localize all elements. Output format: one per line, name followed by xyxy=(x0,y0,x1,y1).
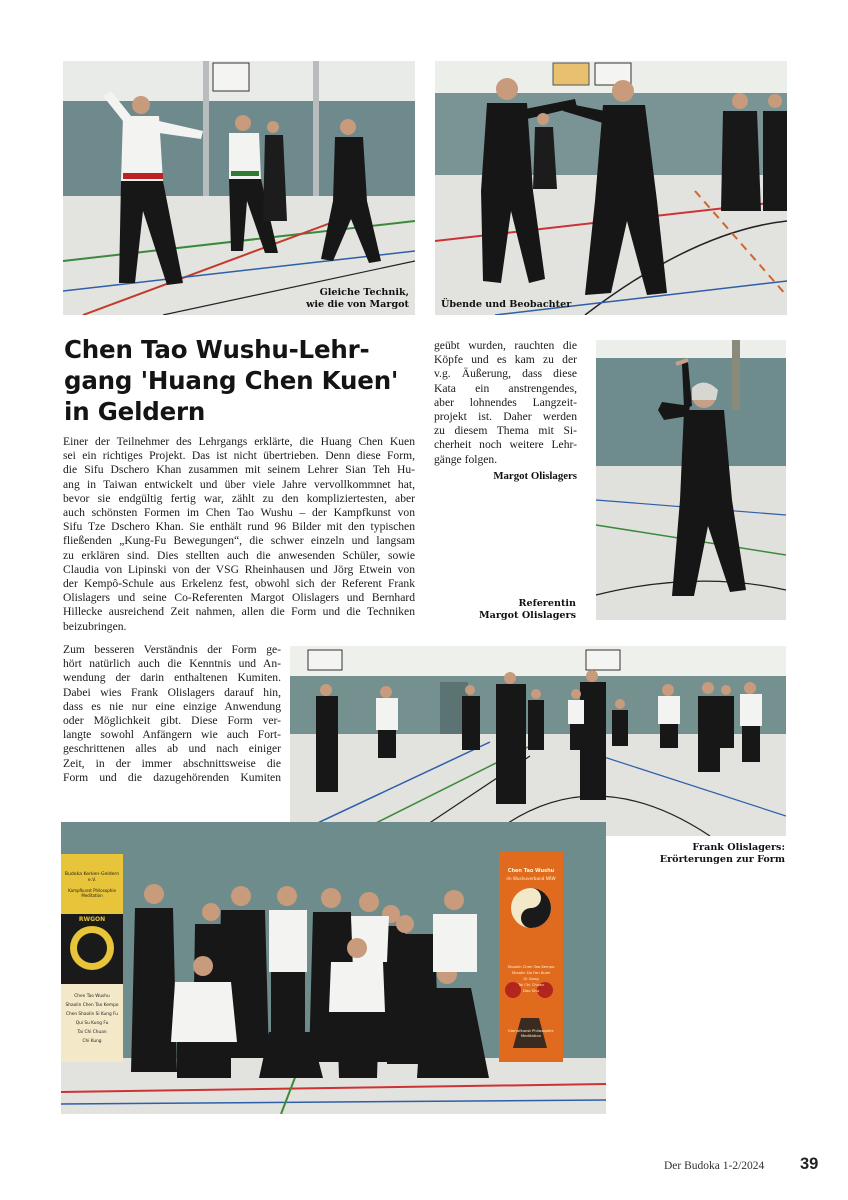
body-line: zu diesem Thema mit Si- xyxy=(434,424,577,438)
body-line: Dabei wies Frank Olislagers darauf hin, xyxy=(63,685,281,699)
right-banner xyxy=(499,852,563,1062)
photo-technique-demo xyxy=(63,61,415,315)
right-banner-sub: im Wushuverband NRW xyxy=(506,876,556,881)
body-line: v.g. Äußerung, dass diese xyxy=(434,367,577,381)
article-author: Margot Olislagers xyxy=(493,470,577,482)
body-line: Claudia von Lipinski von der VSG Rheinhausen und Jörg Etwein von xyxy=(63,562,415,576)
body-line: aber lohnendes Langzeit- xyxy=(434,395,577,409)
body-line: Einer der Teilnehmer des Lehrgangs erklärte, die Huang Chen Kuen xyxy=(63,435,415,448)
left-banner-item: Chen Tao Wushu xyxy=(74,994,110,999)
left-banner-brand: RWGON xyxy=(78,916,106,923)
photo-technique-demo-image xyxy=(63,61,415,315)
photo-instructor xyxy=(596,340,786,620)
article-title xyxy=(64,334,424,427)
body-line: cherheit noch weitere Lehr- xyxy=(434,438,577,452)
body-line: Hillecke ausreichend Zeit nahmen, allen die Form und die Techniken xyxy=(63,605,415,619)
photo-practitioners-observers xyxy=(435,61,787,315)
body-line: Zeit, in der immer abschnittsweise die xyxy=(63,756,281,770)
body-line: sei ein richtiges Projekt. Das ist nicht übertrieben. Denn diese Form, xyxy=(63,449,415,463)
body-line: Form und die dazugehörenden Kumiten xyxy=(63,770,281,784)
body-line: dass es nie nur eine einzige Anwendung xyxy=(63,699,281,713)
photo-instructor-image xyxy=(596,340,786,620)
body-line: die Sifu Dschero Khan zusammen mit seinem Lehrer Sian Teh Hu- xyxy=(63,463,415,477)
body-line: Kata ein anstrengendes, xyxy=(434,381,577,395)
body-line: fließenden „Kung-Fu Bewegungen“, die schwer einzeln und langsam xyxy=(63,534,415,548)
caption-line: Gleiche Technik, xyxy=(319,287,409,298)
body-line: ang in Taiwan entwickelt und über viele Jahre vervollkommnet hat, xyxy=(63,477,415,491)
left-banner-item: Qui Su Kung Fu xyxy=(75,1021,109,1026)
right-banner-item: Shaolin Da Fan Kuen xyxy=(511,970,551,975)
body-line: beizubringen. xyxy=(63,619,127,633)
body-line: bevor sie endgültig fertig war, zählt zu den kompliziertesten, aber xyxy=(63,491,415,505)
right-banner-item: Dao Shu xyxy=(522,988,539,993)
photo-form-discussion xyxy=(290,646,786,836)
body-line: auch schönsten Formen im Chen Tao Wushu – der Kampfkunst von xyxy=(63,506,415,520)
left-banner-sub: Kampfkunst Philosophie Meditation xyxy=(68,888,116,898)
left-banner-list xyxy=(61,992,123,1046)
caption-line: Erörterungen zur Form xyxy=(659,854,785,865)
right-banner-footer: Kampfkunst Philosophie Meditation xyxy=(508,1028,554,1038)
caption-line: Margot Olislagers xyxy=(479,610,576,621)
right-banner-list xyxy=(499,964,563,994)
body-line: gänge folgen. xyxy=(434,452,498,466)
body-line: projekt ist. Daher werden xyxy=(434,410,577,424)
caption-line: Frank Olislagers: xyxy=(692,842,785,853)
body-line: Olislagers und seine Co-Referenten Margot Olislagers und Bernhard xyxy=(63,591,415,605)
article-body-intro xyxy=(63,435,415,634)
article-title-line: Chen Tao Wushu-Lehr- xyxy=(64,335,370,364)
body-line: geübt wurden, rauchten die xyxy=(434,339,577,352)
right-banner-item: Tai Chi Chuan xyxy=(518,982,544,987)
body-line: langte sowohl Anfängern wie auch Fort- xyxy=(63,728,281,742)
article-body-continued xyxy=(434,339,577,467)
body-line: Köpfe und es kam zu der xyxy=(434,353,577,367)
photo-instructor-caption xyxy=(460,598,576,622)
photo-practitioners-observers-image xyxy=(435,61,787,315)
right-banner-item: Shaolin Chen Tao Kempo xyxy=(507,964,555,969)
photo-form-discussion-image xyxy=(290,646,786,836)
photo-form-discussion-caption xyxy=(640,842,785,866)
body-line: der Kempô-Schule aus Erkelenz fest, obwohl sich der Referent Frank xyxy=(63,577,415,591)
footer-magazine: Der Budoka 1-2/2024 xyxy=(664,1160,765,1172)
photo-group xyxy=(61,822,606,1114)
article-title-line: gang 'Huang Chen Kuen' xyxy=(64,366,399,395)
body-line: zu erklären sind. Dies stellten auch die anwesenden Schüler, sowie xyxy=(63,548,415,562)
footer-page-number: 39 xyxy=(800,1155,819,1173)
photo-practitioners-observers-caption xyxy=(441,299,571,311)
left-banner-item: Chen Shaolin Si Kung Fu xyxy=(65,1012,119,1017)
article-title-line: in Geldern xyxy=(64,397,206,426)
photo-technique-demo-caption xyxy=(306,287,409,311)
left-banner-item: Chi Kung xyxy=(82,1039,102,1044)
left-banner-club: Budoka Kerken-Geldern e.V. xyxy=(64,872,120,883)
body-line: wendung der darin enthaltenen Kumiten. xyxy=(63,671,281,685)
right-banner-item: Qi Gong xyxy=(523,976,539,981)
left-banner-item: Shaolin Chen Tao Kempo xyxy=(65,1003,119,1008)
caption-line: wie die von Margot xyxy=(306,299,409,310)
body-line: geschrittenen alles ab und nach einiger xyxy=(63,742,281,756)
body-line: Sifu Tze Dschero Khan. Sie enthält rund 96 Bilder mit den typischen xyxy=(63,520,415,534)
article-body-kumite xyxy=(63,643,281,785)
body-line: Zum besseren Verständnis der Form ge- xyxy=(63,643,281,656)
body-line: oder Möglichkeit gibt. Diese Form ver- xyxy=(63,714,281,728)
left-banner-item: Tai Chi Chuan xyxy=(77,1030,107,1035)
left-banner xyxy=(61,854,123,1062)
right-banner-title: Chen Tao Wushu xyxy=(507,868,555,874)
body-line: hört natürlich auch die Kenntnis und An- xyxy=(63,657,281,671)
caption-line: Übende und Beobachter xyxy=(441,299,572,310)
caption-line: Referentin xyxy=(518,598,576,609)
